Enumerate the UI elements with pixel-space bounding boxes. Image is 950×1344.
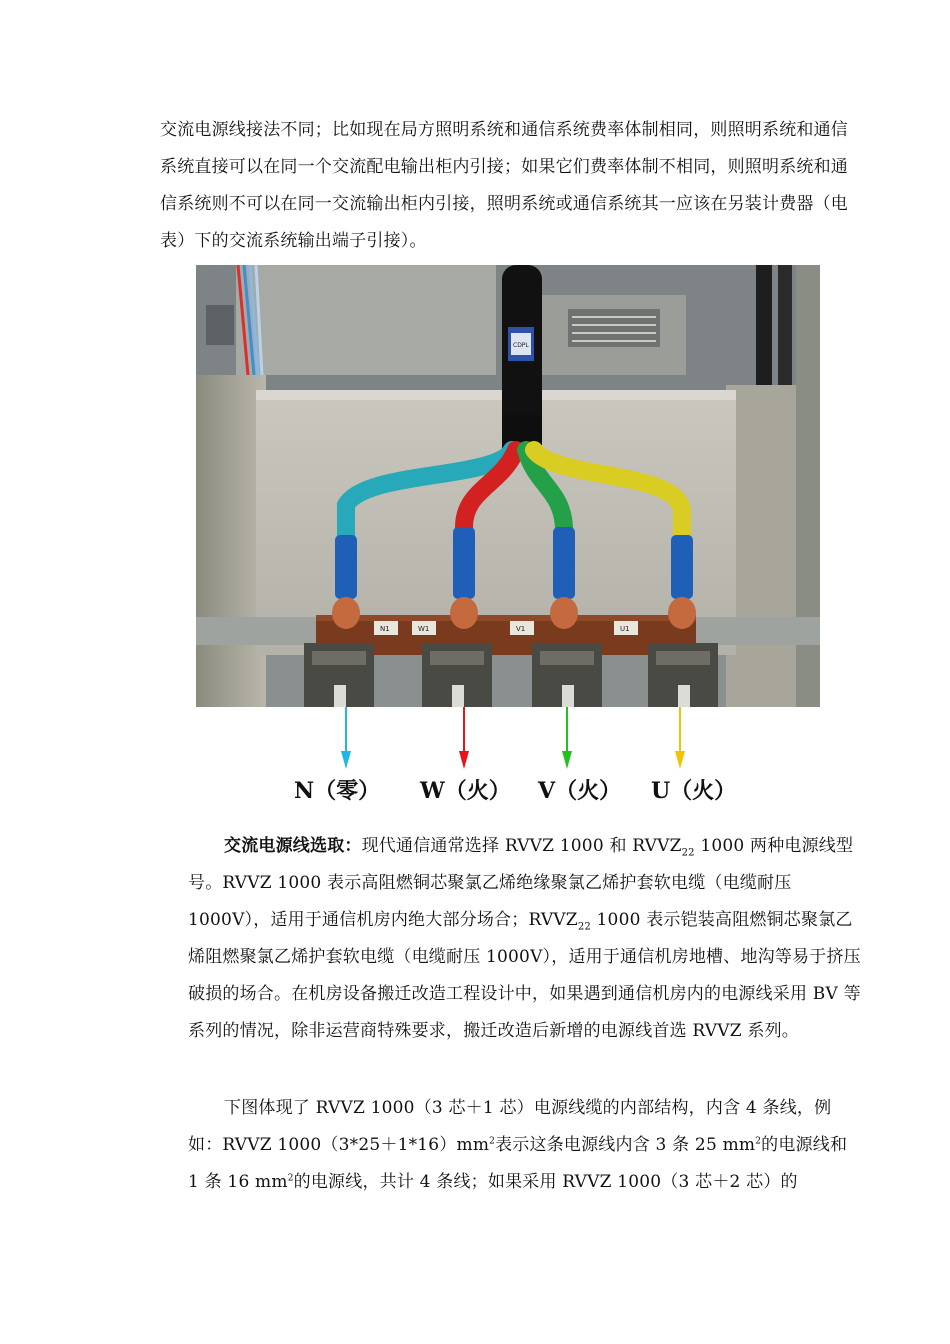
- phase-label-u: U（火）: [651, 778, 737, 804]
- cable-selection-paragraph: [188, 828, 863, 1050]
- phase-arrows: [196, 707, 820, 775]
- phase-label-n: N（零）: [294, 778, 381, 804]
- superscript-a: 2: [489, 1136, 496, 1147]
- terminal-label-n1: N1: [380, 625, 390, 633]
- terminal-label-v1: V1: [516, 625, 526, 633]
- arrow-w: [459, 707, 469, 769]
- section-text-a: 现代通信通常选择 RVVZ 1000 和 RVVZ: [361, 836, 682, 856]
- bottom-text-a: 下图体现了 RVVZ 1000（3 芯＋1 芯）电源线缆的内部结构，内含 4 条线，例如：RVVZ 1000（3*25＋1*16）mm: [188, 1098, 832, 1155]
- intro-paragraph: 交流电源线接法不同；比如现在局方照明系统和通信系统费率体制相同，则照明系统和通信系统直接可以在同一个交流配电输出柜内引接；如果它们费率体制不相同，则照明系统和通信系统则不可以在同一交流输出柜内引接，照明系统或通信系统其一应该在另装计费器（电表）下的交流系统输出端子引接）。: [160, 120, 848, 251]
- terminal-label-w1: W1: [418, 625, 430, 633]
- section-text-b: 1000 两种电源线型号。RVVZ 1000 表示高阻燃铜芯聚氯乙烯绝缘聚氯乙烯护套软电缆（电缆耐压 1000V），适用于通信机房内绝大部分场合；RVVZ: [188, 836, 854, 930]
- cable-terminal-photo: [196, 265, 820, 707]
- arrow-v: [562, 707, 572, 769]
- arrow-n: [341, 707, 351, 769]
- superscript-c: 2: [287, 1173, 294, 1184]
- terminal-label-u1: U1: [620, 625, 630, 633]
- subscript-a: 22: [681, 847, 695, 859]
- arrow-u: [675, 707, 685, 769]
- bottom-text-c: 的电源线和 1 条 16 mm: [188, 1135, 848, 1192]
- structure-paragraph: [188, 1090, 863, 1201]
- phase-label-v: V（火）: [538, 778, 622, 804]
- section-text-c: 1000 表示铠装高阻燃铜芯聚氯乙烯阻燃聚氯乙烯护套软电缆（电缆耐压 1000V），适用于通信机房地槽、地沟等易于挤压破损的场合。在机房设备搬迁改造工程设计中，如果遇到通信机房内的电源线采用 BV 等系列的情况，除非运营商特殊要求，搬迁改造后新增的电源线首选 RVVZ 系列。: [188, 910, 861, 1041]
- bottom-text-b: 表示这条电源线内含 3 条 25 mm: [495, 1135, 756, 1155]
- subscript-b: 22: [577, 921, 591, 933]
- phase-label-w: W（火）: [420, 778, 511, 804]
- bottom-text-d: 的电源线，共计 4 条线；如果采用 RVVZ 1000（3 芯＋2 芯）的: [293, 1172, 798, 1192]
- section-heading: 交流电源线选取：: [224, 836, 362, 856]
- superscript-b: 2: [755, 1136, 762, 1147]
- cable-tag: CDPL: [513, 342, 529, 349]
